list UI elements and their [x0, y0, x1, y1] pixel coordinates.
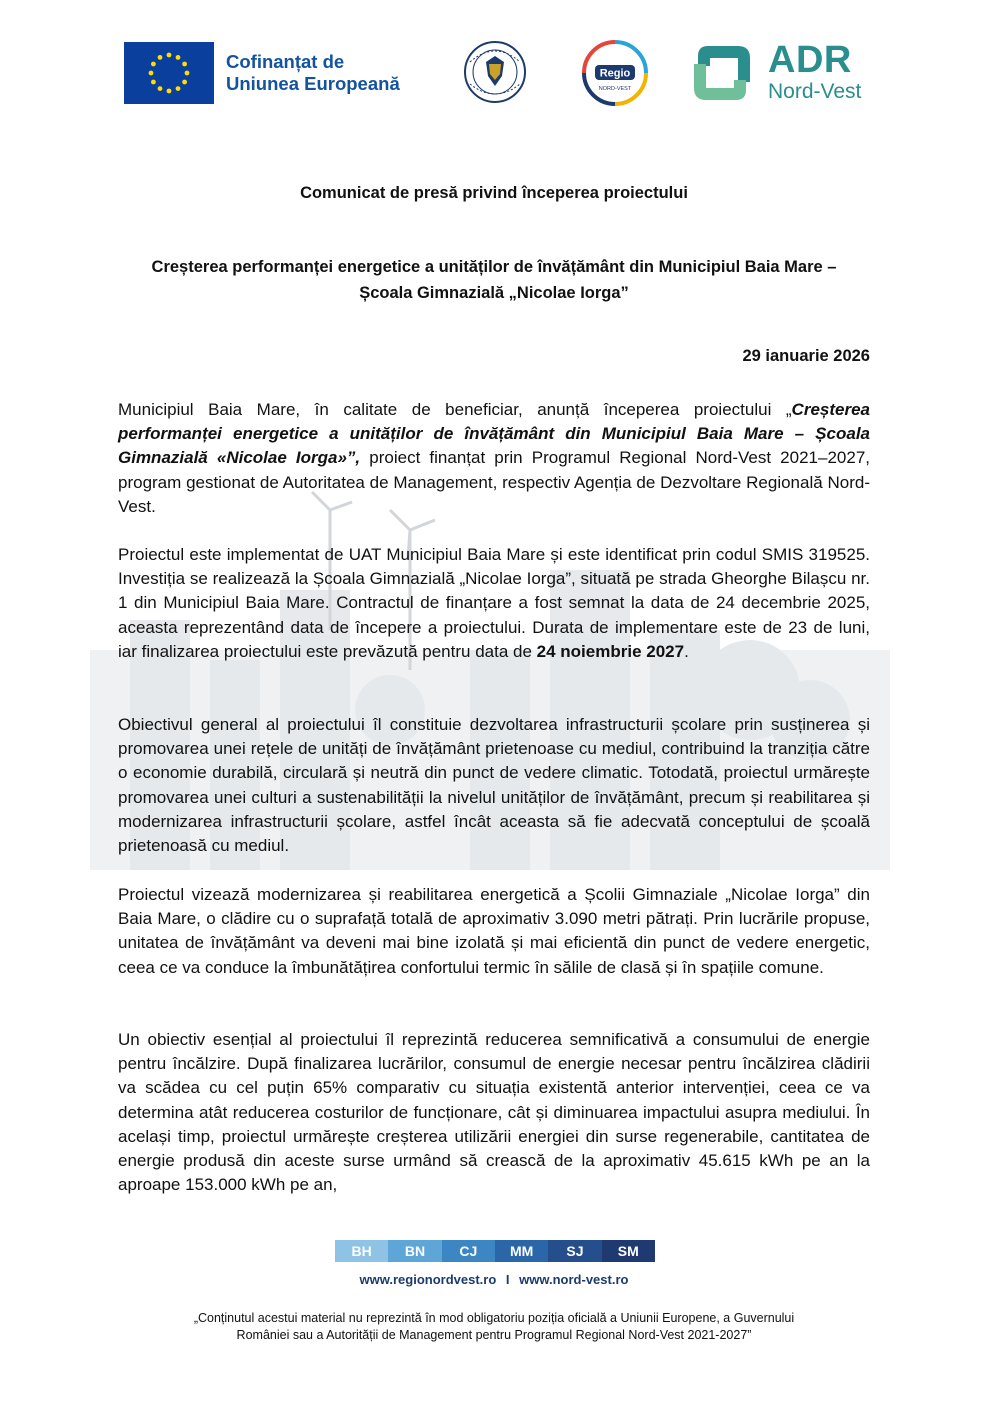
p1-project-name: Creșterea performanței energetice a unităților de învățământ din Municipiul Baia Mare – Școala Gimnazială «Nicolae Iorga»”,	[118, 400, 870, 468]
guvernul-romaniei-emblem	[460, 40, 530, 104]
paragraph-objective: Obiectivul general al proiectului îl constituie dezvoltarea infrastructurii școlare prin susținerea și promovarea unei rețele de unități de învățământ prietenoase cu mediul, contribuind la tranziția către o economie durabilă, circulară și neutră din punct de vedere climatic. Totodată, proiectul urmărește promovarea unei culturi a sustenabilității la nivelul unităților de învățământ, precum și reabilitarea și modernizarea infrastructurii școlare, astfel încât aceasta să fie adecvată conceptului de școală prietenoasă cu mediul.	[118, 715, 870, 856]
release-date: 29 ianuarie 2026	[742, 347, 870, 365]
regio-name-label: Regio	[599, 67, 631, 80]
adr-subtitle: Nord-Vest	[768, 80, 862, 103]
county-mm: MM	[495, 1240, 548, 1262]
footer-disclaimer	[130, 1310, 858, 1344]
disclaimer-line1: „Conținutul acestui material nu reprezintă în mod obligatoriu poziția oficială a Uniunii Europene, a Guvernului	[193, 1311, 795, 1325]
p1-text-a: Municipiul Baia Mare, în calitate de beneficiar, anunță începerea proiectului „	[118, 400, 792, 419]
paragraph-announcement	[118, 398, 870, 519]
footer-websites	[0, 1272, 988, 1287]
website-link-regionordvest[interactable]: www.regionordvest.ro	[359, 1272, 497, 1287]
regio-subtitle-label: NORD-VEST	[598, 86, 632, 92]
project-title-line2: Școala Gimnazială „Nicolae Iorga”	[359, 284, 629, 302]
county-bh: BH	[335, 1240, 388, 1262]
eu-cofinancing-logo	[124, 42, 400, 104]
paragraph-modernization: Proiectul vizează modernizarea și reabilitarea energetică a Școlii Gimnaziale „Nicolae Iorga” din Baia Mare, o clădire cu o suprafață totală de aproximativ 3.090 metri pătrați. Prin lucrările propuse, unitatea de învățământ va deveni mai bine izolată și mai eficientă din punct de vedere energetic, ceea ce va conduce la îmbunătățirea confortului termic în sălile de clasă și în spațiile comune.	[118, 885, 870, 977]
project-title-line1: Creșterea performanței energetice a unităților de învățământ din Municipiul Baia Mare –	[151, 258, 837, 276]
disclaimer-line2: României sau a Autorității de Management pentru Programul Regional Nord-Vest 2021-2027”	[236, 1328, 752, 1342]
website-link-nord-vest[interactable]: www.nord-vest.ro	[519, 1272, 629, 1287]
county-sj: SJ	[548, 1240, 601, 1262]
p1-text-c: proiect finanțat prin Programul Regional Nord-Vest 2021–2027, program gestionat de Autoritatea de Management, respectiv Agenția de Dezvoltare Regională Nord-Vest.	[118, 448, 870, 516]
p2-end-date: 24 noiembrie 2027	[536, 641, 685, 661]
regio-nord-vest-logo	[580, 38, 650, 108]
adr-title: ADR	[768, 39, 852, 81]
project-title	[118, 254, 870, 306]
website-separator: I	[505, 1272, 510, 1287]
eu-text-line2: Uniunea Europeană	[226, 73, 400, 94]
paragraph-energy: Un obiectiv esențial al proiectului îl reprezintă reducerea semnificativă a consumului de energie pentru încălzire. După finalizarea lucrărilor, consumul de energie necesar pentru încălzirea clădirii va scădea cu cel puțin 65% comparativ cu situația existentă anterior intervenției, ceea ce va determina atât reducerea costurilor de funcționare, cât și diminuarea impactului asupra mediului. În același timp, proiectul urmărește creșterea utilizării energiei din surse regenerabile, cantitatea de energie produsă din aceste surse urmând să crească de la aproximativ 45.615 kWh pe an la aproape 153.000 kWh pe an,	[118, 1030, 870, 1195]
county-bar	[335, 1240, 655, 1262]
press-release-heading: Comunicat de presă privind începerea proiectului	[300, 184, 688, 202]
eu-flag-icon	[124, 42, 214, 104]
p2-text-c: .	[684, 641, 689, 661]
paragraph-implementation	[118, 543, 870, 664]
county-bn: BN	[388, 1240, 441, 1262]
eu-text-line1: Cofinanțat de	[226, 51, 345, 72]
county-sm: SM	[602, 1240, 655, 1262]
p2-text-a: Proiectul este implementat de UAT Municipiul Baia Mare și este identificat prin codul SMIS 319525. Investiția se realizează la Școala Gimnazială „Nicolae Iorga”, situată pe strada Gheorghe Bilașcu nr. 1 din Municipiul Baia Mare. Contractul de finanțare a fost semnat la data de 24 decembrie 2025, aceasta reprezentând data de începere a proiectului. Durata de implementare este de 23 de luni, iar finalizarea proiectului este prevăzută pentru data de	[118, 545, 870, 661]
county-cj: CJ	[442, 1240, 495, 1262]
